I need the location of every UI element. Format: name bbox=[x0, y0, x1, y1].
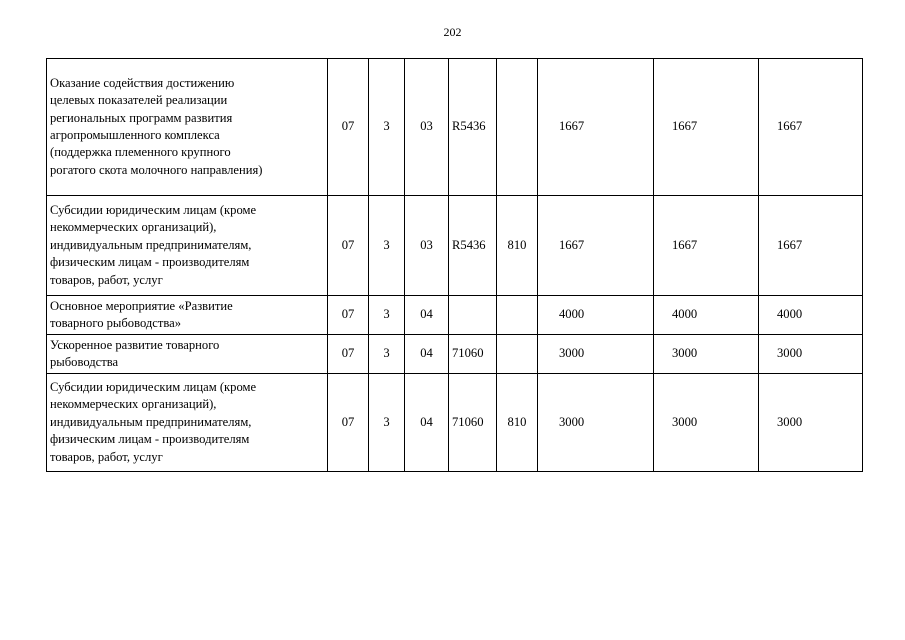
amount-2: 1667 bbox=[672, 119, 698, 134]
table-row bbox=[47, 59, 863, 196]
amount-3: 3000 bbox=[777, 346, 803, 361]
row-name-cell bbox=[47, 296, 328, 335]
row-name: Субсидии юридическим лицам (кроме некоммерческих организаций), индивидуальным предпринимателям, физическим лицам - производителям товаров, работ, услуг bbox=[50, 379, 257, 464]
amount-3: 1667 bbox=[777, 119, 803, 134]
csr-cell: 71060 bbox=[449, 374, 497, 472]
amount-cell-2 bbox=[654, 296, 759, 335]
pr-cell: 3 bbox=[369, 296, 405, 335]
amount-1: 4000 bbox=[559, 307, 585, 322]
csr-cell: R5436 bbox=[449, 59, 497, 196]
rz-cell: 07 bbox=[328, 59, 369, 196]
row-name: Ускоренное развитие товарного рыбоводства bbox=[50, 337, 220, 369]
row-name-cell bbox=[47, 59, 328, 196]
vr-cell bbox=[497, 296, 538, 335]
amount-cell-3 bbox=[759, 59, 863, 196]
amount-cell-1 bbox=[538, 296, 654, 335]
row-name-cell bbox=[47, 335, 328, 374]
sub-cell: 04 bbox=[405, 374, 449, 472]
amount-2: 3000 bbox=[672, 414, 698, 429]
vr-cell: 810 bbox=[497, 196, 538, 296]
pr-cell: 3 bbox=[369, 374, 405, 472]
amount-cell-1 bbox=[538, 335, 654, 374]
pr-cell: 3 bbox=[369, 196, 405, 296]
csr-cell bbox=[449, 296, 497, 335]
table-row bbox=[47, 296, 863, 335]
pr-cell: 3 bbox=[369, 59, 405, 196]
csr-cell: 71060 bbox=[449, 335, 497, 374]
csr-cell: R5436 bbox=[449, 196, 497, 296]
amount-2: 3000 bbox=[672, 346, 698, 361]
table-row bbox=[47, 374, 863, 472]
sub-cell: 04 bbox=[405, 296, 449, 335]
amount-2: 4000 bbox=[672, 307, 698, 322]
sub-cell: 04 bbox=[405, 335, 449, 374]
rz-cell: 07 bbox=[328, 374, 369, 472]
amount-1: 1667 bbox=[559, 119, 585, 134]
amount-3: 3000 bbox=[777, 414, 803, 429]
amount-cell-1 bbox=[538, 196, 654, 296]
row-name: Основное мероприятие «Развитие товарного рыбоводства» bbox=[50, 298, 233, 330]
amount-cell-3 bbox=[759, 296, 863, 335]
row-name-cell bbox=[47, 374, 328, 472]
sub-cell: 03 bbox=[405, 59, 449, 196]
amount-1: 3000 bbox=[559, 414, 585, 429]
budget-table bbox=[46, 58, 863, 472]
amount-2: 1667 bbox=[672, 237, 698, 252]
row-name: Оказание содействия достижению целевых показателей реализации региональных программ развития агропромышленного комплекса (поддержка племенного крупного рогатого скота молочного направления) bbox=[50, 75, 263, 177]
vr-cell bbox=[497, 335, 538, 374]
amount-cell-2 bbox=[654, 335, 759, 374]
amount-3: 4000 bbox=[777, 307, 803, 322]
vr-cell bbox=[497, 59, 538, 196]
table-row bbox=[47, 335, 863, 374]
row-name-cell bbox=[47, 196, 328, 296]
amount-cell-3 bbox=[759, 196, 863, 296]
amount-3: 1667 bbox=[777, 237, 803, 252]
amount-cell-2 bbox=[654, 59, 759, 196]
amount-1: 1667 bbox=[559, 237, 585, 252]
amount-cell-3 bbox=[759, 335, 863, 374]
amount-cell-3 bbox=[759, 374, 863, 472]
rz-cell: 07 bbox=[328, 296, 369, 335]
amount-cell-1 bbox=[538, 374, 654, 472]
rz-cell: 07 bbox=[328, 196, 369, 296]
page-number: 202 bbox=[443, 25, 462, 39]
sub-cell: 03 bbox=[405, 196, 449, 296]
row-name: Субсидии юридическим лицам (кроме некоммерческих организаций), индивидуальным предпринимателям, физическим лицам - производителям товаров, работ, услуг bbox=[50, 202, 257, 287]
amount-cell-1 bbox=[538, 59, 654, 196]
amount-cell-2 bbox=[654, 196, 759, 296]
amount-cell-2 bbox=[654, 374, 759, 472]
rz-cell: 07 bbox=[328, 335, 369, 374]
vr-cell: 810 bbox=[497, 374, 538, 472]
amount-1: 3000 bbox=[559, 346, 585, 361]
pr-cell: 3 bbox=[369, 335, 405, 374]
table-row bbox=[47, 196, 863, 296]
